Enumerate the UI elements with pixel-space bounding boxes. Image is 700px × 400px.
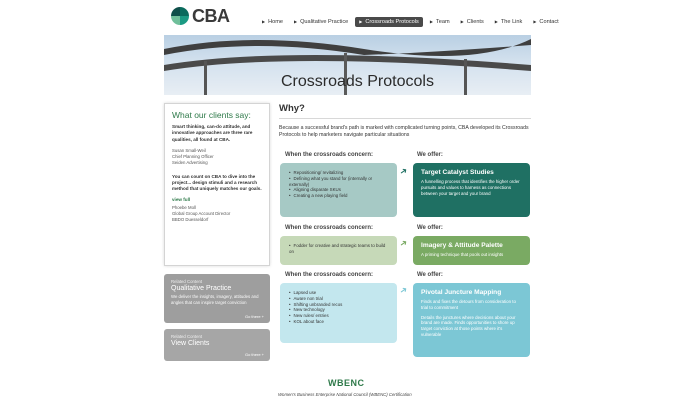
concern-box — [280, 236, 397, 265]
main-content — [279, 103, 531, 139]
list-item: • Aware non trial — [289, 296, 388, 302]
offer-header: We offer: — [417, 225, 443, 231]
testimonial-cite: Phoebe Moll Global Group Account Director BBDO Duesseldorf — [172, 204, 231, 222]
top-navigation — [258, 16, 566, 27]
intro-text: Because a successful brand's path is marked with complicated turning points, CBA developed its Crossroads Protocols to help marketers navigate particular situations — [279, 125, 529, 138]
list-item: • Aligning disparate SKUs — [289, 187, 388, 193]
hero-banner — [164, 35, 531, 95]
offer-box[interactable] — [413, 236, 530, 265]
section-heading: Why? — [279, 103, 305, 114]
go-there-link[interactable]: Go there + — [244, 352, 264, 357]
bullet-icon: ▶ — [429, 19, 433, 24]
bullet-icon: ▶ — [359, 19, 363, 24]
offer-description: Finds and fixes the detours from consideration to trial to commitment — [421, 299, 516, 310]
concern-header: When the crossroads concern: — [285, 272, 374, 278]
nav-contact[interactable]: ▶ Contact — [533, 18, 559, 25]
related-content-clients[interactable]: Related Content View Clients Go there + — [164, 329, 270, 361]
testimonials-heading: What our clients say: — [172, 110, 251, 120]
testimonial-quote: Smart thinking, can-do attitude, and innovative approaches are three rare qualities, all found at CBA. — [172, 124, 253, 142]
offer-title: Imagery & Attitude Palette — [421, 242, 503, 249]
offer-box[interactable] — [413, 283, 530, 357]
circle-logo-icon — [171, 7, 189, 25]
bullet-icon: ▶ — [294, 19, 298, 24]
bullet-icon: ▶ — [460, 19, 464, 24]
bullet-icon: ▶ — [494, 19, 498, 24]
nav-home[interactable]: ▶ Home — [262, 18, 283, 25]
view-full-link[interactable]: view full — [172, 196, 191, 202]
nav-crossroads-protocols[interactable]: ▶ Crossroads Protocols — [355, 17, 423, 27]
offer-description: A funnelling process that identifies the higher order pursuits and values to harness as connections between your target and your brand — [421, 179, 520, 196]
brand-logo[interactable] — [171, 6, 231, 26]
list-item: • KOL about face — [289, 319, 388, 325]
offer-header: We offer: — [417, 272, 443, 278]
concern-box — [280, 163, 397, 217]
nav-team[interactable]: ▶ Team — [429, 18, 450, 25]
offer-title: Target Catalyst Studies — [421, 169, 494, 176]
sidebar — [164, 103, 270, 361]
arrow-icon: ➜ — [397, 236, 410, 250]
offer-description: Details the junctures where decisions about your brand are made. Finds opportunities to shore up target conviction at those points where it's vulnerable — [421, 314, 516, 337]
testimonial-quote: You can count on CBA to dive into the project... design stimuli and a research method that uniquely matches our goals. — [172, 173, 262, 192]
list-item: • New technology — [289, 307, 388, 313]
brand-name: CBA — [192, 5, 230, 26]
bullet-icon: ▶ — [533, 19, 537, 24]
list-item: • Defining what you stand for (internally or externally) — [289, 176, 388, 188]
testimonial-cite: Susan Small-Weil Chief Planning Officer Seiden Advertising — [172, 147, 214, 165]
offer-header: We offer: — [417, 152, 443, 158]
testimonials-box — [164, 103, 270, 266]
concern-box — [280, 283, 397, 343]
list-item: • New rules/ entries — [289, 313, 388, 319]
list-item: • Fodder for creative and strategic teams to build on — [289, 243, 388, 255]
divider — [279, 118, 531, 119]
page-title: Crossroads Protocols — [281, 73, 434, 90]
offer-title: Pivotal Juncture Mapping — [421, 289, 502, 296]
offer-box[interactable] — [413, 163, 530, 217]
bullet-icon: ▶ — [262, 19, 266, 24]
concern-header: When the crossroads concern: — [285, 225, 374, 231]
arrow-icon: ➜ — [397, 283, 410, 297]
nav-clients[interactable]: ▶ Clients — [460, 18, 484, 25]
related-content-qualitative[interactable]: Related Content Qualitative Practice We deliver the insights, imagery, attitudes and angles that can inspire target conviction Go there + — [164, 274, 270, 323]
nav-the-link[interactable]: ▶ The Link — [494, 18, 523, 25]
list-item: • Lapsed use — [289, 290, 388, 296]
offer-description: A priming technique that pools out insights — [421, 252, 504, 257]
arrow-icon: ➜ — [397, 164, 410, 178]
list-item: • Repositioning/ revitalizing — [289, 170, 388, 176]
list-item: • Creating a new playing field — [289, 193, 388, 199]
go-there-link[interactable]: Go there + — [244, 314, 264, 319]
footer-certification: Women's Business Enterprise National Council (WBENC) Certification — [278, 392, 412, 397]
nav-qualitative-practice[interactable]: ▶ Qualitative Practice — [294, 18, 349, 25]
concern-header: When the crossroads concern: — [285, 152, 374, 158]
wbenc-logo: WBENC — [328, 378, 365, 388]
list-item: • Shifting unbranded recos — [289, 302, 388, 308]
